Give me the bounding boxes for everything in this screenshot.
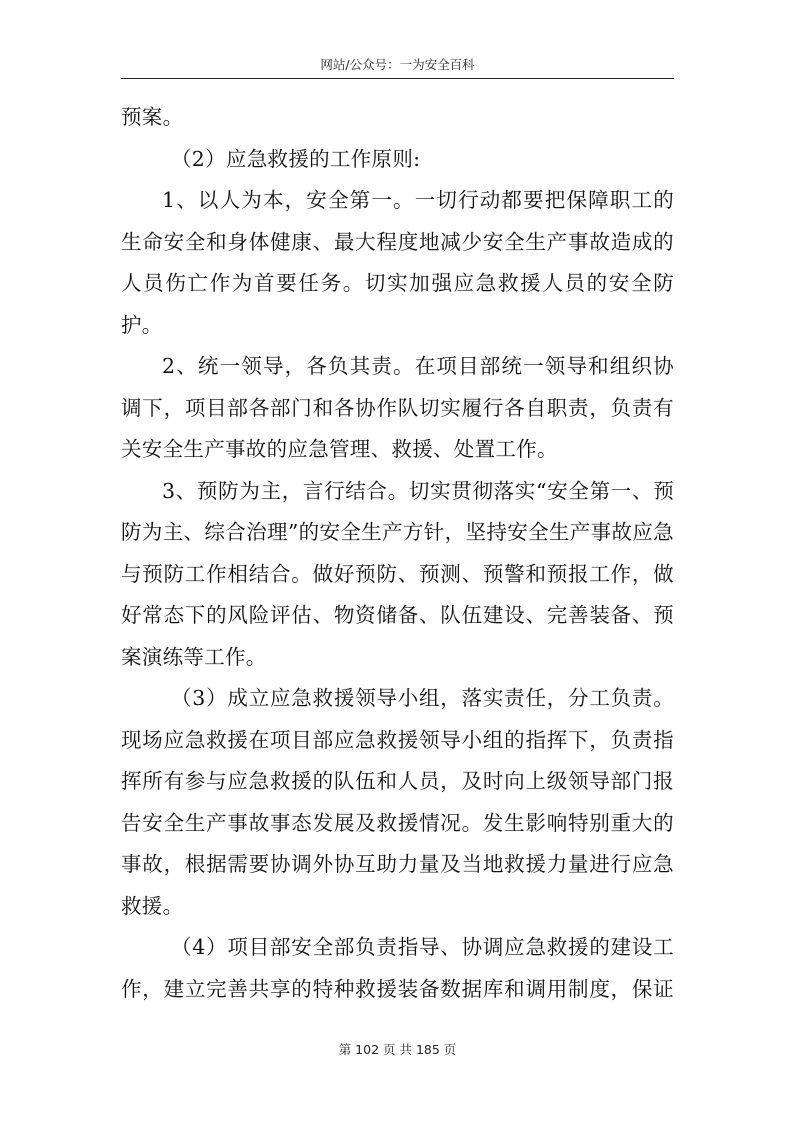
text-line: 告安全生产事故事态发展及救援情况。发生影响特别重大的 [121,810,674,835]
text-line: 救援。 [121,893,184,918]
text-line: 挥所有参与应急救援的队伍和人员，及时向上级领导部门报 [121,769,674,793]
text-line: 防为主、综合治理”的安全生产方针，坚持安全生产事故应急 [121,520,674,544]
text-line: （4）项目部安全部负责指导、协调应急救援的建设工 [171,935,674,959]
text-line: 预案。 [121,105,184,129]
text-line: （3）成立应急救援领导小组，落实责任，分工负责。 [171,686,674,710]
text-line: 1、以人为本，安全第一。一切行动都要把保障职工的 [162,188,674,212]
text-line: 2、统一领导，各负其责。在项目部统一领导和组织协 [162,354,674,378]
text-line: 事故，根据需要协调外协互助力量及当地救援力量进行应急 [121,852,674,876]
text-line: 生命安全和身体健康、最大程度地减少安全生产事故造成的 [121,229,674,254]
text-line: 案演练等工作。 [121,644,267,669]
text-line: 人员伤亡作为首要任务。切实加强应急救援人员的安全防 [121,271,674,295]
text-line: 好常态下的风险评估、物资储备、队伍建设、完善装备、预 [121,603,674,627]
page-footer: 第 102 页 共 185 页 [338,1042,457,1057]
text-line: 护。 [121,312,163,337]
principles-heading: （2）应急救援的工作原则: [171,146,421,171]
document-body [121,97,674,1010]
text-line: 作，建立完善共享的特种救援装备数据库和调用制度，保证 [121,976,674,1001]
text-line: 与预防工作相结合。做好预防、预测、预警和预报工作，做 [121,561,674,586]
text-line: 关安全生产事故的应急管理、救援、处置工作。 [121,437,558,461]
text-line: 3、预防为主，言行结合。切实贯彻落实“安全第一、预 [162,478,674,503]
text-line: 现场应急救援在项目部应急救援领导小组的指挥下，负责指 [121,727,674,752]
text-line: 调下，项目部各部门和各协作队切实履行各自职责，负责有 [121,395,674,420]
page-header: 网站/公众号：一为安全百科 [121,52,674,79]
